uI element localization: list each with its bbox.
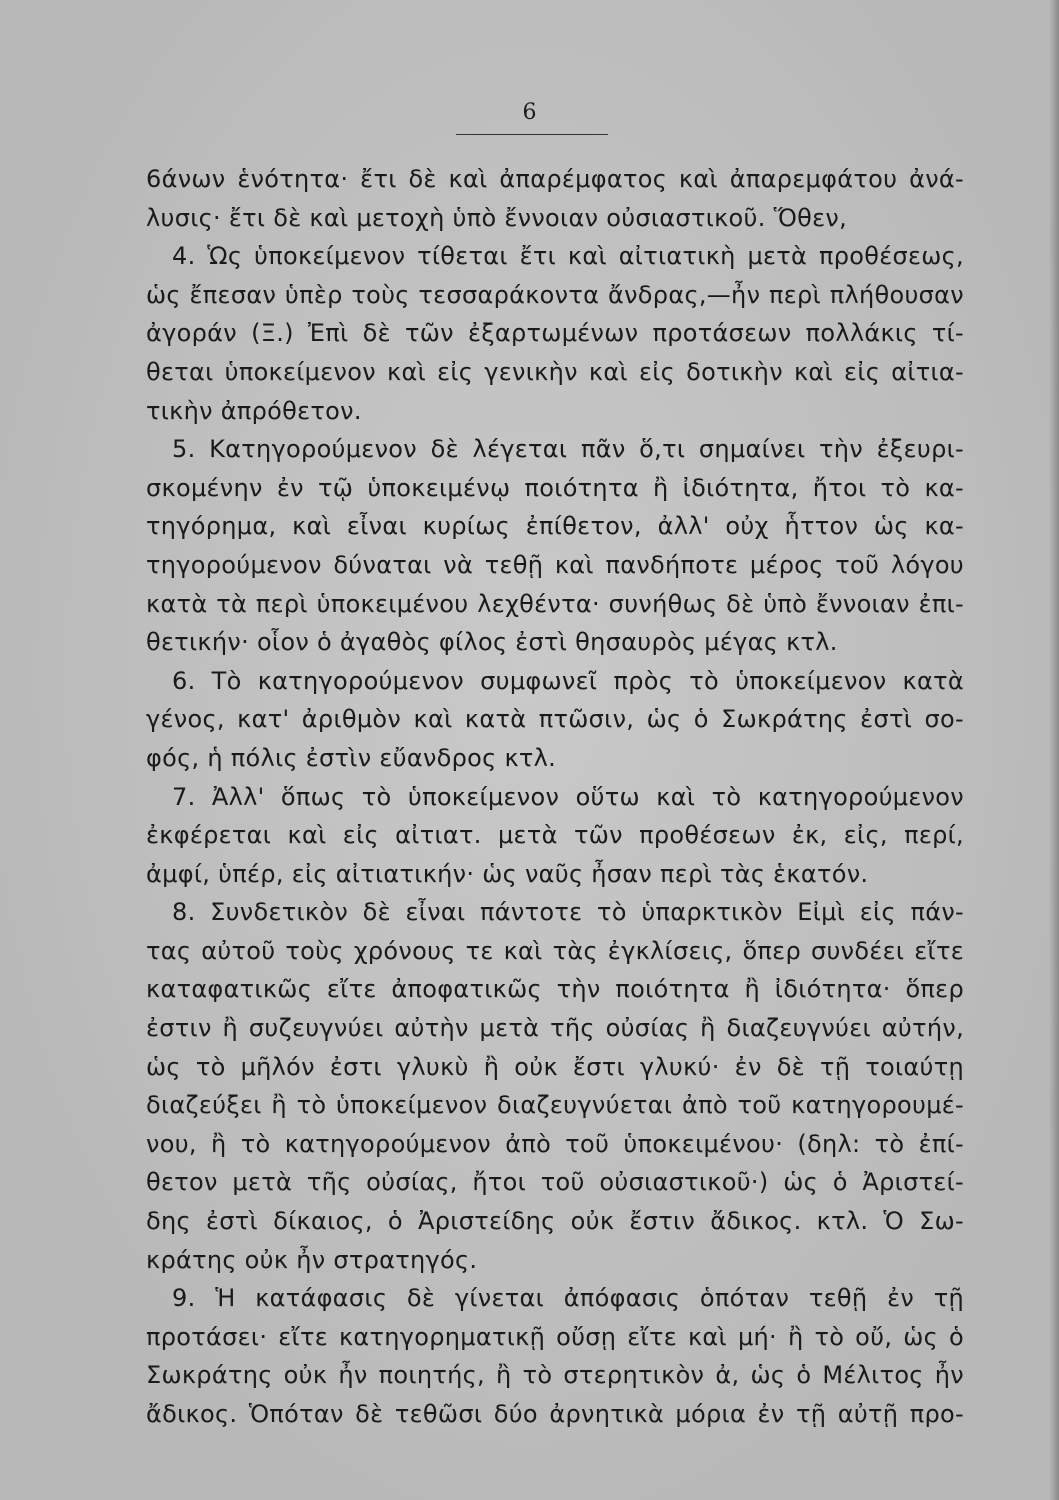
paragraph-4-start: 4. Ὡς ὑποκείμενον τίθεται ἔτι καὶ αἰτιατικὴ μετὰ προθέσεως, — [172, 242, 964, 271]
body-text — [146, 160, 964, 1434]
text-line: θετικήν· οἷον ὁ ἀγαθὸς φίλος ἐστὶ θησαυρὸς μέγας κτλ. — [146, 628, 838, 657]
text-line: διαζεύξει ἢ τὸ ὑποκείμενον διαζευγνύεται ἀπὸ τοῦ κατηγορουμέ- — [146, 1091, 964, 1120]
text-line: ὡς τὸ μῆλόν ἐστι γλυκὺ ἢ οὐκ ἔστι γλυκύ· ἐν δὲ τῇ τοιαύτῃ — [146, 1052, 964, 1081]
text-line: τηγόρημα, καὶ εἶναι κυρίως ἐπίθετον, ἀλλ' οὐχ ἧττον ὡς κα- — [146, 512, 964, 541]
text-line: σκομένην ἐν τῷ ὑποκειμένῳ ποιότητα ἢ ἰδιότητα, ἤτοι τὸ κα- — [146, 473, 964, 502]
paragraph-6-start: 6. Τὸ κατηγορούμενον συμφωνεῖ πρὸς τὸ ὑποκείμενον κατὰ — [172, 666, 964, 695]
text-line: προτάσει· εἴτε κατηγορηματικῇ οὔσῃ εἴτε καὶ μή· ἢ τὸ οὔ, ὡς ὁ — [146, 1322, 964, 1351]
text-line: κράτης οὐκ ἦν στρατηγός. — [146, 1245, 478, 1274]
text-line: τηγορούμενον δύναται νὰ τεθῇ καὶ πανδήποτε μέρος τοῦ λόγου — [146, 550, 964, 579]
text-line: Σωκράτης οὐκ ἦν ποιητής, ἢ τὸ στερητικὸν ἀ, ὡς ὁ Μέλιτος ἦν — [146, 1361, 964, 1390]
header-rule — [456, 134, 608, 135]
text-line: κατὰ τὰ περὶ ὑποκειμένου λεχθέντα· συνήθως δὲ ὑπὸ ἔννοιαν ἐπι- — [146, 589, 964, 618]
paragraph-8-start: 8. Συνδετικὸν δὲ εἶναι πάντοτε τὸ ὑπαρκτικὸν Εἰμὶ εἰς πάν- — [172, 898, 964, 927]
text-line: ἀμφί, ὑπέρ, εἰς αἰτιατικήν· ὡς ναῦς ἦσαν περὶ τὰς ἑκατόν. — [146, 859, 869, 888]
text-line: τας αὐτοῦ τοὺς χρόνους τε καὶ τὰς ἐγκλίσεις, ὅπερ συνδέει εἴτε — [146, 936, 964, 965]
text-line: νου, ἢ τὸ κατηγορούμενον ἀπὸ τοῦ ὑποκειμένου· (δηλ: τὸ ἐπί- — [146, 1129, 964, 1158]
text-line: θετον μετὰ τῆς οὐσίας, ἤτοι τοῦ οὐσιαστικοῦ·) ὡς ὁ Ἀριστεί- — [146, 1168, 964, 1197]
page-edge-shadow — [1049, 0, 1059, 1500]
text-line: λυσις· ἔτι δὲ καὶ μετοχὴ ὑπὸ ἔννοιαν οὐσιαστικοῦ. Ὅθεν, — [146, 203, 848, 232]
text-line: ἄδικος. Ὁπόταν δὲ τεθῶσι δύο ἀρνητικὰ μόρια ἐν τῇ αὐτῇ προ- — [146, 1400, 964, 1428]
paragraph-9-start: 9. Ἡ κατάφασις δὲ γίνεται ἀπόφασις ὁπόταν τεθῇ ἐν τῇ — [172, 1284, 964, 1313]
page-number: 6 — [522, 100, 537, 125]
text-line: ἐκφέρεται καὶ εἰς αἰτιατ. μετὰ τῶν προθέσεων ἐκ, εἰς, περί, — [146, 821, 964, 850]
text-line: 6άνων ἑνότητα· ἔτι δὲ καὶ ἀπαρέμφατος καὶ ἀπαρεμφάτου ἀνά- — [146, 165, 964, 193]
text-line: καταφατικῶς εἴτε ἀποφατικῶς τὴν ποιότητα ἢ ἰδιότητα· ὅπερ — [146, 975, 964, 1004]
text-line: ἐστιν ἢ συζευγνύει αὐτὴν μετὰ τῆς οὐσίας ἢ διαζευγνύει αὐτήν, — [146, 1014, 964, 1043]
text-line: φός, ἡ πόλις ἐστὶν εὔανδρος κτλ. — [146, 743, 557, 772]
text-line: ὡς ἔπεσαν ὑπὲρ τοὺς τεσσαράκοντα ἄνδρας,—ἦν περὶ πλήθουσαν — [146, 280, 964, 309]
paragraph-5-start: 5. Κατηγορούμενον δὲ λέγεται πᾶν ὅ,τι σημαίνει τὴν ἐξευρι- — [172, 435, 964, 464]
text-line: τικὴν ἀπρόθετον. — [146, 396, 362, 425]
text-line: ἀγοράν (Ξ.) Ἐπὶ δὲ τῶν ἐξαρτωμένων προτάσεων πολλάκις τί- — [146, 319, 964, 348]
text-line: δης ἐστὶ δίκαιος, ὁ Ἀριστείδης οὐκ ἔστιν ἄδικος. κτλ. Ὁ Σω- — [146, 1207, 964, 1236]
text-line: γένος, κατ' ἀριθμὸν καὶ κατὰ πτῶσιν, ὡς ὁ Σωκράτης ἐστὶ σο- — [146, 705, 964, 734]
paragraph-7-start: 7. Ἀλλ' ὅπως τὸ ὑποκείμενον οὕτω καὶ τὸ κατηγορούμενον — [172, 782, 964, 811]
text-line: θεται ὑποκείμενον καὶ εἰς γενικὴν καὶ εἰς δοτικὴν καὶ εἰς αἰτια- — [146, 357, 964, 386]
